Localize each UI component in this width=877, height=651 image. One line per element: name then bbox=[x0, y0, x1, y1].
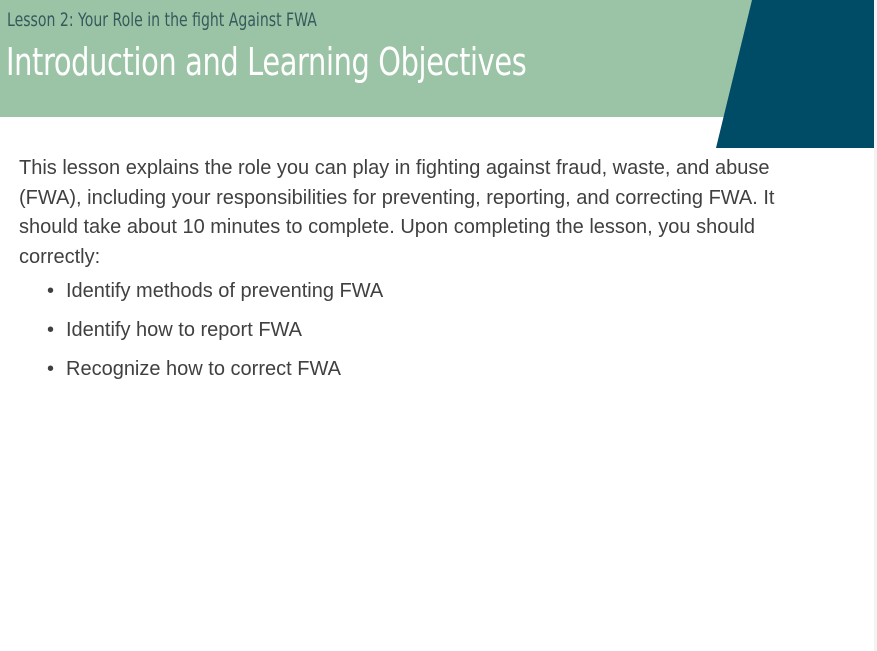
intro-paragraph: This lesson explains the role you can play in fighting against fraud, waste, and abuse (FWA), including your responsibilities for preventing, reporting, and correcting FWA. It should take about 10 minutes to complete. Upon completing the lesson, you should correctly: bbox=[19, 157, 775, 268]
objectives-list bbox=[19, 278, 819, 383]
lesson-content bbox=[19, 154, 819, 395]
objective-item bbox=[19, 278, 819, 305]
objective-item bbox=[19, 356, 819, 383]
bullet-icon: • bbox=[47, 319, 55, 341]
lesson-label: Lesson 2: Your Role in the fight Against FWA bbox=[7, 9, 317, 31]
page-title: Introduction and Learning Objectives bbox=[6, 40, 527, 84]
objective-item bbox=[19, 317, 819, 344]
bullet-icon: • bbox=[47, 358, 55, 380]
objective-text: Identify methods of preventing FWA bbox=[66, 280, 384, 302]
objective-text: Identify how to report FWA bbox=[66, 319, 303, 341]
objective-text: Recognize how to correct FWA bbox=[66, 358, 341, 380]
bullet-icon: • bbox=[47, 280, 55, 302]
